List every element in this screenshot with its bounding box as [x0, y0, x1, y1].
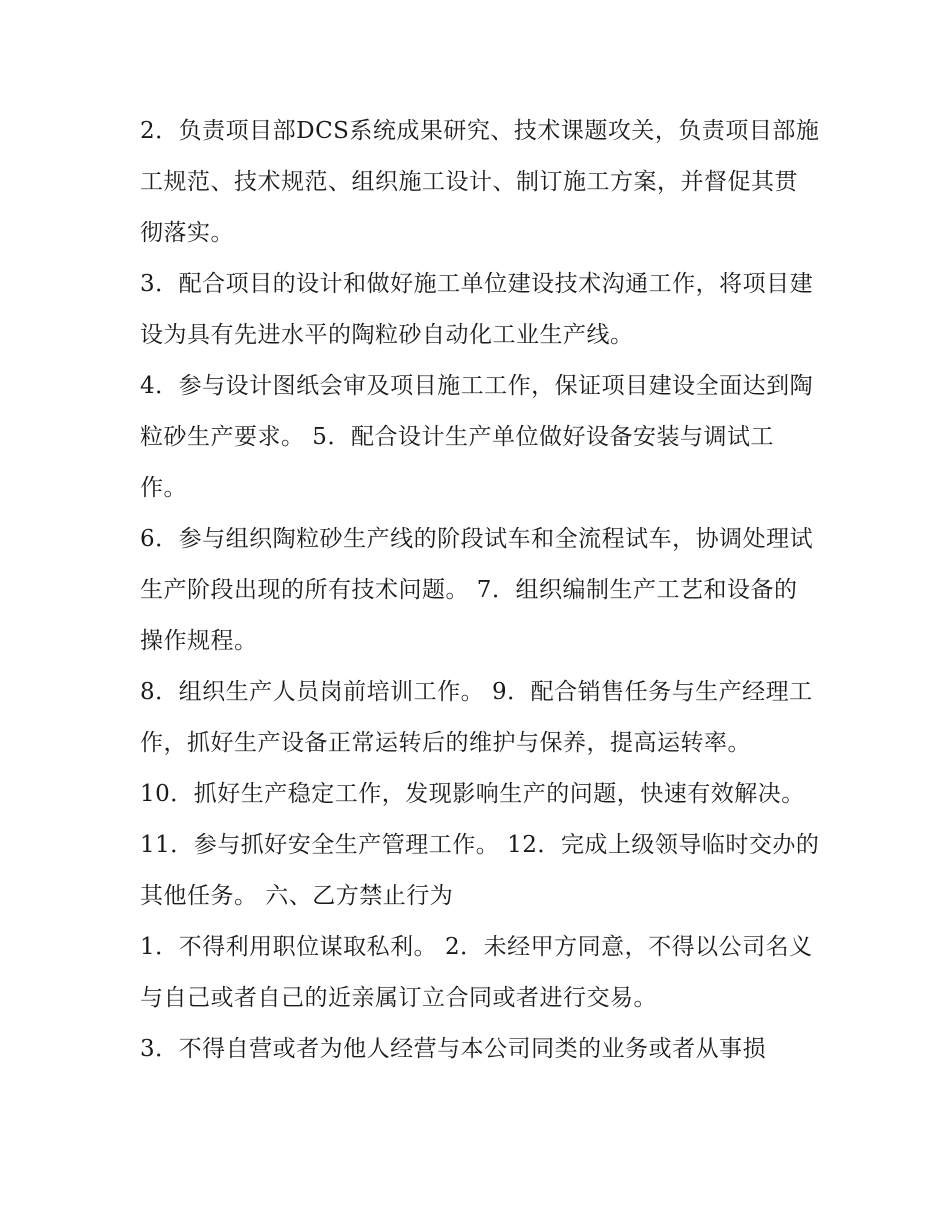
- paragraph-duty-10-12: 10．抓好生产稳定工作，发现影响生产的问题，快速有效解决。 11．参与抓好安全生产管理工作。 12．完成上级领导临时交办的其他任务。 六、乙方禁止行为: [140, 781, 820, 909]
- paragraph-duty-2: 2．负责项目部DCS系统成果研究、技术课题攻关，负责项目部施工规范、技术规范、组织施工设计、制订施工方案，并督促其贯彻落实。: [140, 118, 820, 246]
- paragraph-duty-8-9: 8．组织生产人员岗前培训工作。 9．配合销售任务与生产经理工作，抓好生产设备正常运转后的维护与保养，提高运转率。: [140, 679, 813, 756]
- document-body: [140, 106, 820, 1075]
- paragraph-prohibition-3: 3．不得自营或者为他人经营与本公司同类的业务或者从事损: [140, 1036, 767, 1062]
- paragraph-duty-4-5: 4．参与设计图纸会审及项目施工工作，保证项目建设全面达到陶粒砂生产要求。 5．配合设计生产单位做好设备安装与调试工作。: [140, 373, 814, 501]
- paragraph-duty-6-7: 6．参与组织陶粒砂生产线的阶段试车和全流程试车，协调处理试生产阶段出现的所有技术问题。 7．组织编制生产工艺和设备的操作规程。: [140, 526, 814, 654]
- paragraph-prohibition-1-2: 1．不得利用职位谋取私利。 2．未经甲方同意，不得以公司名义与自己或者自己的近亲属订立合同或者进行交易。: [140, 934, 813, 1011]
- paragraph-duty-3: 3．配合项目的设计和做好施工单位建设技术沟通工作，将项目建设为具有先进水平的陶粒砂自动化工业生产线。: [140, 271, 814, 348]
